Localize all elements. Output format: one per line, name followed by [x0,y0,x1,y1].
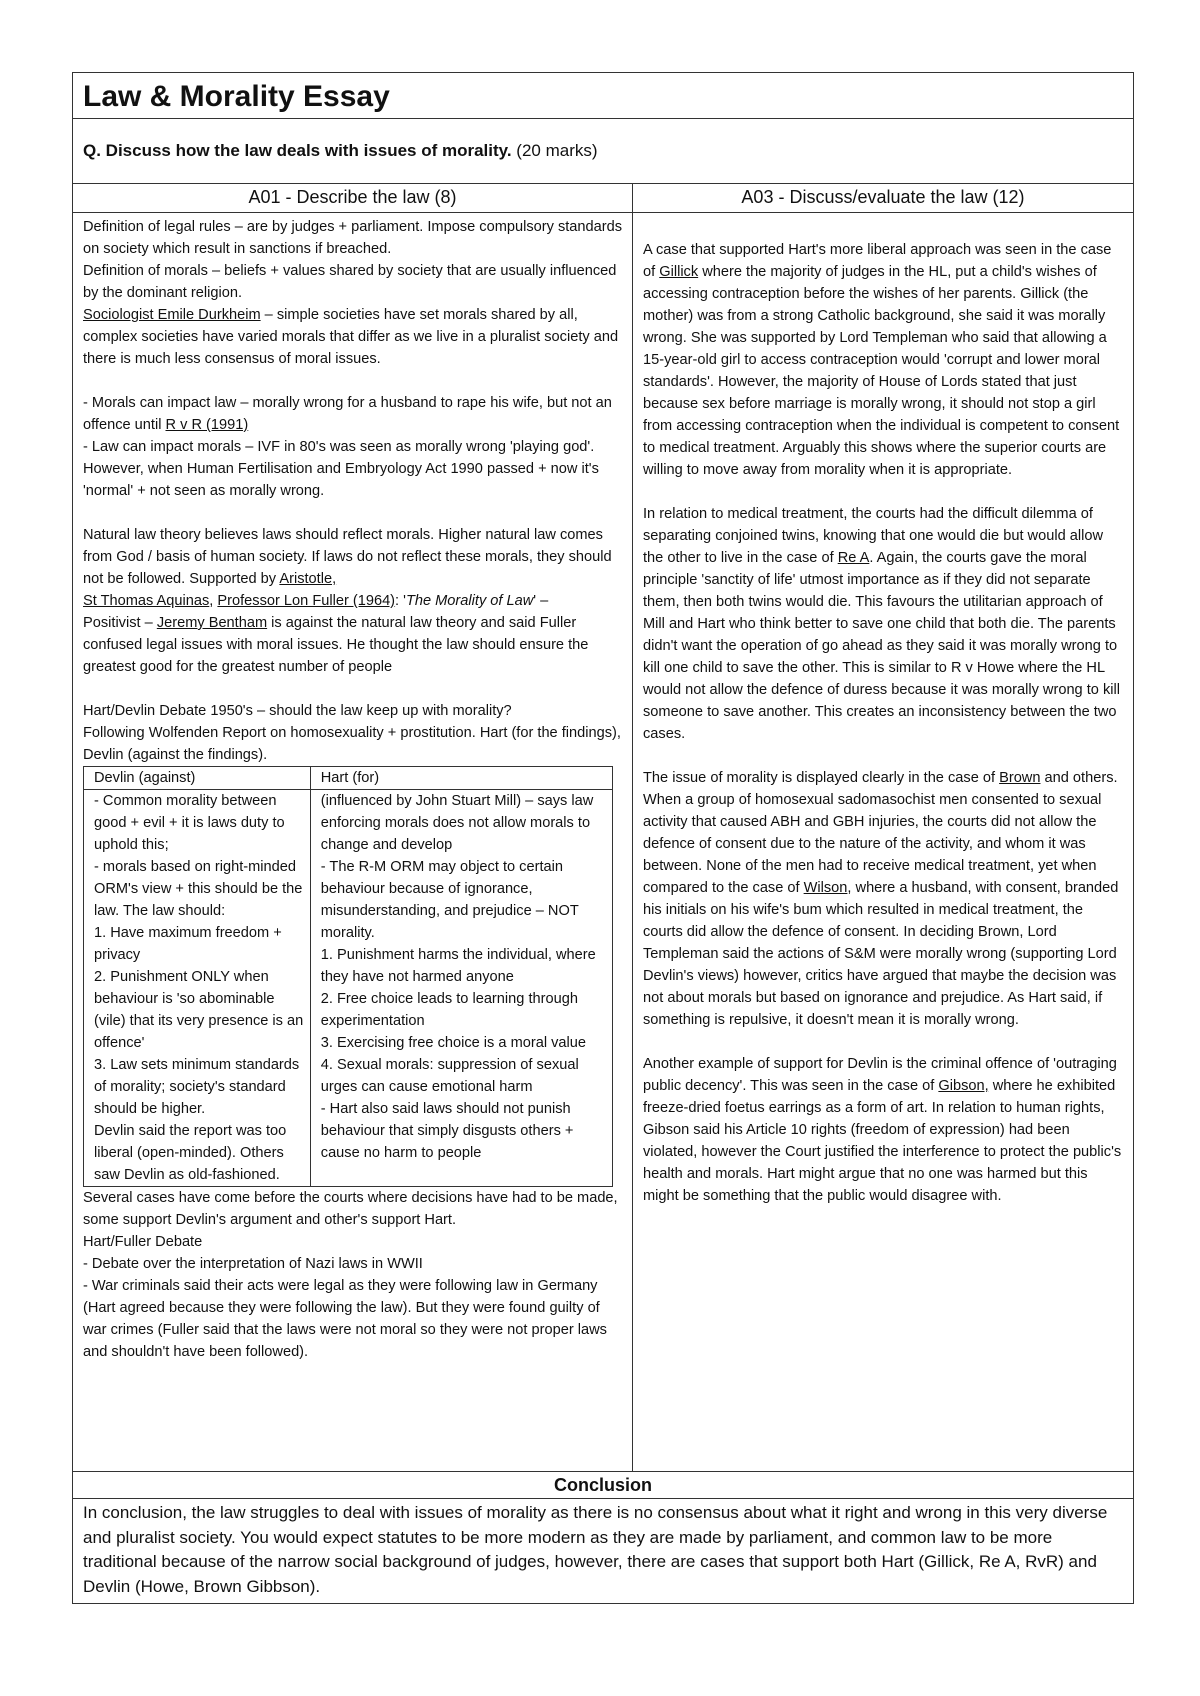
case-link-re-a[interactable]: Re A [837,550,870,566]
case-link-rvr[interactable]: R v R (1991) [165,417,249,433]
essay-table [72,72,1134,1604]
durkheim-paragraph [83,304,624,370]
durkheim-text: and there is much less [83,329,619,367]
case-link-gibson[interactable]: Gibson, [938,1078,989,1094]
definition-label: Definition of morals [83,263,208,279]
separator: : ' [395,593,406,609]
durkheim-text: of moral issues. [274,351,381,367]
gillick-paragraph [643,239,1125,481]
paragraph-text: In relation to medical treatment, the courts had the difficult dilemma of separating conjoined twins, knowing that one would die but would allow the other to live in the case of [643,506,1103,566]
devlin-hart-table [83,766,613,1187]
case-link-brown[interactable]: Brown [999,770,1041,786]
hart-cell: (influenced by John Stuart Mill) – says law enforcing morals does not allow morals to change and develop - The R-M ORM may object to certain behaviour because of ignorance, misunderstanding, and prejudice – NOT morality. 1. Punishment harms the individual, where they have not harmed anyone 2. Free choice leads to learning through experimentation 3. Exercising free choice is a moral value 4. Sexual morals: suppression of sexual urges can cause emotional harm - Hart also said laws should not punish behaviour that simply disgusts others + cause no harm to people [310,790,612,1187]
ref-fuller[interactable]: Professor Lon Fuller (1964) [217,593,396,609]
hart-fuller-point: - Debate over the interpretation of Nazi laws in WWII [83,1256,423,1272]
point-text: – morally wrong for a husband to rape his wife, but not an offence until [83,395,612,433]
theory-label: Positivist [83,615,141,631]
hart-header: Hart (for) [310,767,612,790]
point-label: - Morals can impact law [83,395,237,411]
natural-law-paragraph [83,524,624,678]
gibson-paragraph [643,1053,1125,1207]
paragraph-text: where he exhibited freeze-dried foetus earrings as a form of art. In relation to human rights, Gibson said his Article 10 rights (freedom of expression) had been violated, however the Court justified the interference to protect the public's health and morals. Hart might argue that no one was harmed but this might be something that the public would disagree with. [643,1078,1122,1204]
paragraph-text: where the majority of judges in the HL, put a child's wishes of accessing contraception before the wishes of her parents. Gillick (the mother) was from a strong Catholic background, she said it was morally wrong. She was supported by Lord Templeman who said that allowing a 15-year-old girl to access contraception would 'corrupt and lower moral standards'. However, the majority of House of Lords stated that just because sex before marriage is morally wrong, it should not stop a girl from accessing contraception when the individual is competent to consent to medical treatment. Arguably this shows where the superior courts are willing to move away from morality when it is appropriate. [643,264,1120,478]
ref-aquinas[interactable]: St Thomas Aquinas [83,593,210,609]
ref-bentham[interactable]: Jeremy Bentham [156,615,268,631]
header-a01: A01 - Describe the law (8) [73,184,633,212]
paragraph-text: , where a husband, with consent, branded his initials on his wife's bum which resulted in medical treatment, the courts did allow the defence of consent. In deciding Brown, Lord Templeman said the actions of S&M were morally wrong (supporting Lord Devlin's views) however, critics have argued that maybe the decision was not about morals but based on ignorance and prejudice. As Hart said, if something is repulsive, it doesn't mean it is morally wrong. [643,880,1119,1028]
paragraph-text: The issue of morality is displayed clearly in the case of [643,770,1000,786]
fuller-book-title: The Morality of Law [405,593,534,609]
paragraph-text: A case that supported Hart's more liberal approach was seen in the case of [643,242,1112,280]
durkheim-label: Sociologist Emile Durkheim [83,307,261,323]
morals-impact-law [83,392,624,436]
essay-columns [73,213,1133,1472]
question-text: Q. Discuss how the law deals with issues of morality. [83,141,512,160]
table-row [84,790,613,1187]
pluralist-term: pluralist society [489,329,590,345]
debate-heading: Hart/Devlin Debate 1950's – should the law keep up with morality? [83,703,512,719]
hart-fuller-point: - War criminals said their acts were legal as they were following law in Germany (Hart agreed because they were following the law). But they were found guilty of war crimes (Fuller said that the laws were not moral so they were not proper laws and shouldn't have been followed). [83,1278,607,1360]
theory-label: Natural law theory [83,527,201,543]
devlin-header: Devlin (against) [84,767,311,790]
hart-fuller-heading: Hart/Fuller Debate [83,1234,203,1250]
definition-label: Definition of legal rules [83,219,231,235]
point-label: - Law can impact morals [83,439,242,455]
conclusion-heading: Conclusion [73,1472,1133,1499]
separator: – [140,615,157,631]
column-headers [73,184,1133,213]
definition-morals [83,260,624,304]
page-title: Law & Morality Essay [83,80,390,113]
re-a-paragraph [643,503,1125,745]
devlin-cell: - Common morality between good + evil + it is laws duty to uphold this; - morals based on right-minded ORM's view + this should be the law. The law should: 1. Have maximum freedom + privacy 2. Punishment ONLY when behaviour is 'so abominable (vile) that its very presence is an offence' 3. Law sets minimum standards of morality; society's standard should be higher. Devlin said the report was too liberal (open-minded). Others saw Devlin as old-fashioned. [84,790,311,1187]
point-text: – IVF in 80's was seen as morally wrong 'playing god'. However, when Human Fertilisation and Embryology Act 1990 passed + now it's 'normal' + not seen as morally wrong. [83,439,599,499]
definition-legal-rules [83,216,624,260]
a01-column [73,213,633,1471]
separator: ' – [533,593,549,609]
case-link-gillick[interactable]: Gillick [659,264,699,280]
a03-column [633,213,1133,1471]
definition-text: – beliefs + values shared by society that are usually influenced by the dominant religion. [83,263,617,301]
paragraph-text: Another example of support for Devlin is the criminal offence of 'outraging public decency'. This was seen in the case of [643,1056,1117,1094]
separator: , [209,593,218,609]
durkheim-text: – simple societies have set morals shared by all, complex societies have varied morals that differ as we live in a [83,307,578,345]
theory-text: believes laws should reflect morals. Higher natural law comes from God / basis of human society. If laws do not reflect these morals, they should not be followed. Supported by [83,527,612,587]
paragraph-text: . Again, the courts gave the moral principle 'sanctity of life' utmost importance as if they did not separate them, then both twins would die. This favours the utilitarian approach of Mill and Hart who think better to save one child that both die. The parents didn't want the operation of go ahead as they said it was morally wrong to kill one child to save the other. This is similar to R v Howe where the HL would not allow the defence of duress because it was morally wrong to kill someone to save another. This creates an inconsistency between the two cases. [643,550,1120,742]
brown-paragraph [643,767,1125,1031]
debate-text: Following Wolfenden Report on homosexuality + prostitution. Hart (for the findings), Devlin (against the findings). [83,725,621,763]
header-a03: A03 - Discuss/evaluate the law (12) [741,187,1025,207]
question-row [73,119,1133,184]
definition-text: – are by judges + parliament. Impose compulsory standards on society which result in sanctions if breached. [83,219,623,257]
paragraph-text: and others. When a group of homosexual sadomasochist men consented to sexual activity that caused ABH and GBH injuries, the courts did not allow the defence of consent due to the nature of the activity, and whom it was between. None of the men had to receive medical treatment, yet when compared to the case of [643,770,1118,896]
question-marks: (20 marks) [511,141,598,160]
conclusion-text: In conclusion, the law struggles to deal with issues of morality as there is no consensus about what it right and wrong in this very diverse and pluralist society. You would expect statutes to be more modern as they are made by parliament, and common law to be more traditional because of the narrow social background of judges, however, there are cases that support both Hart (Gillick, Re A, RvR) and Devlin (Howe, Brown Gibbson). [83,1503,1108,1596]
after-table-text: Several cases have come before the courts where decisions have had to be made, some support Devlin's argument and other's support Hart. [83,1190,618,1228]
case-link-wilson[interactable]: Wilson [803,880,848,896]
law-impact-morals [83,436,624,502]
theory-text: is against the natural law theory and said Fuller confused legal issues with moral issues. He thought the law should ensure the greatest good for the greatest number of people [83,615,589,675]
table-row [84,767,613,790]
ref-aristotle[interactable]: Aristotle, [279,571,337,587]
consensus-term: consensus [204,351,275,367]
title-row [73,73,1133,119]
